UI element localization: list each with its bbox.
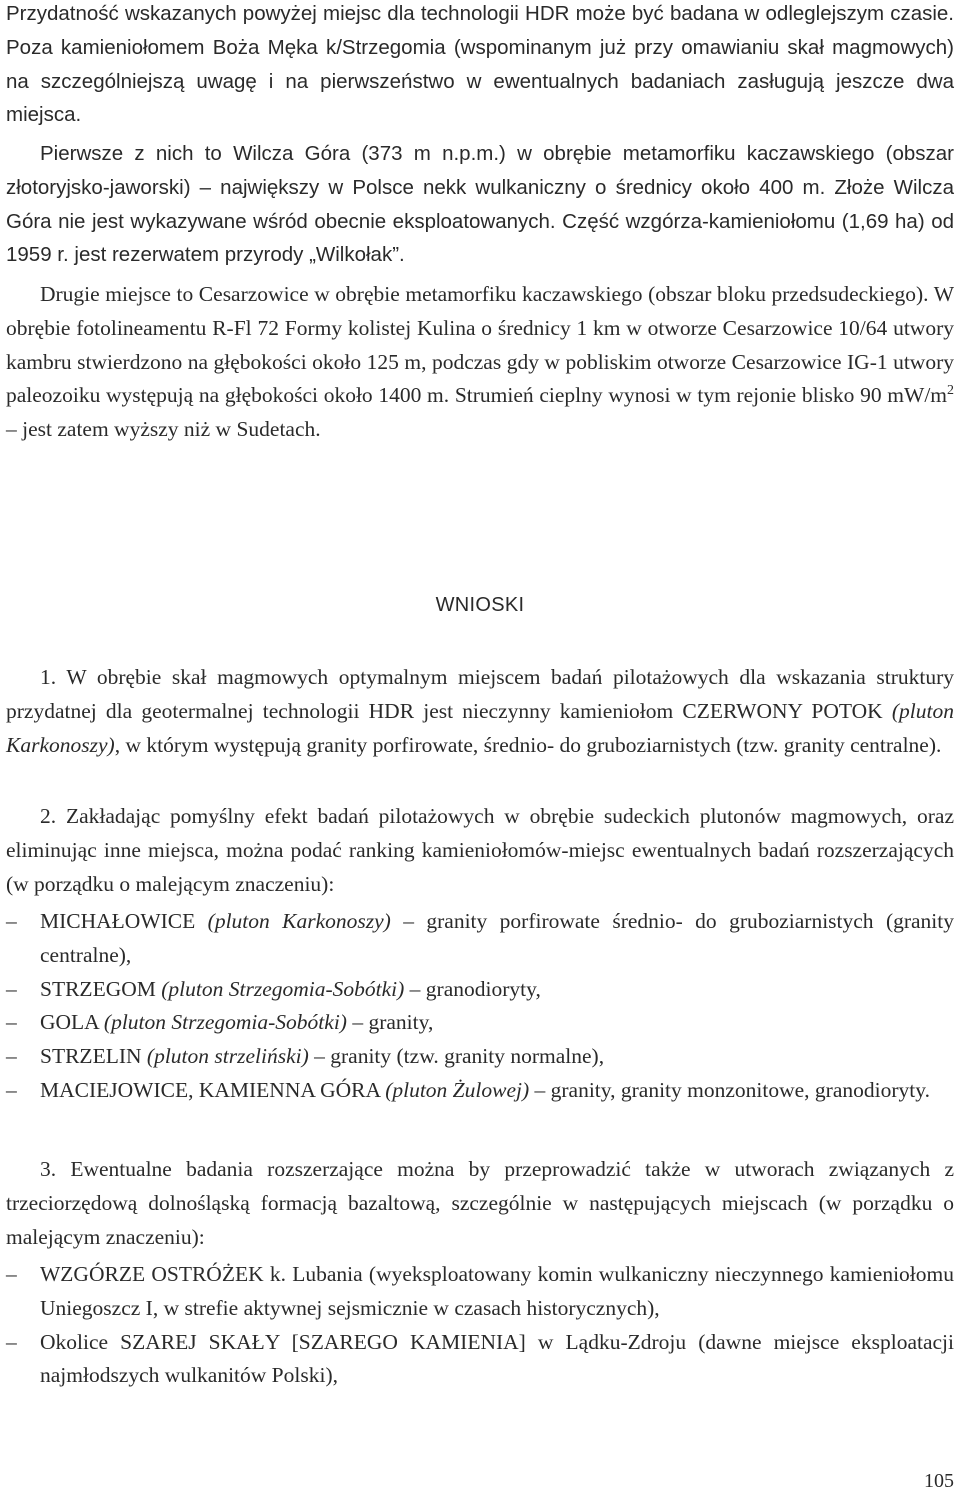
ranking-list-plutons bbox=[6, 905, 954, 1108]
text-run: – jest zatem wyższy niż w Sudetach. bbox=[6, 417, 321, 442]
list-dash: – bbox=[6, 909, 17, 933]
page-number: 105 bbox=[924, 1470, 954, 1492]
section-heading-wnioski: WNIOSKI bbox=[435, 594, 525, 616]
text-run: Przydatność wskazanych powyżej miejsc dla technologii HDR może być badana w odleglejszym czasie. Poza kamieniołomem Boża Męka k/Strzegomia (wspominanym już przy omawianiu skał magmowych) na szczególniejszą uwagę i na pierwszeństwo w ewentualnych badaniach zasługują jeszcze dwa miejsca. bbox=[6, 2, 954, 127]
list-item bbox=[6, 973, 954, 1007]
text-run: – granity, bbox=[346, 1010, 434, 1035]
text-run: 1. W obrębie skał magmowych optymalnym miejscem badań pilotażowych dla wskazania struktury przydatnej dla geotermalnej technologii HDR jest nieczynny kamieniołom CZERWONY POTOK bbox=[6, 665, 954, 723]
text-run: 3. Ewentualne badania rozszerzające można by przeprowadzić także w utworach związanych z trzeciorzędową dolnośląską formacją bazaltową, szczególnie w następujących miejscach (w porządku o malejącym znaczeniu): bbox=[6, 1157, 954, 1249]
list-dash: – bbox=[6, 1077, 17, 1102]
text-run: Okolice SZAREJ SKAŁY [SZAREGO KAMIENIA] w Lądku-Zdroju (dawne miejsce eksploatacji najmłodszych wulkanitów Polski), bbox=[40, 1329, 954, 1388]
text-run: STRZEGOM bbox=[40, 976, 162, 1001]
ranking-list-basalts bbox=[6, 1258, 954, 1393]
text-run: MICHAŁOWICE bbox=[40, 909, 208, 933]
list-item-text bbox=[40, 1006, 954, 1040]
list-item bbox=[6, 905, 954, 973]
list-dash: – bbox=[6, 976, 17, 1001]
text-run: – granodioryty, bbox=[404, 976, 541, 1001]
list-item-text bbox=[40, 905, 954, 973]
text-run: WZGÓRZE OSTRÓŻEK k. Lubania (wyeksploatowany komin wulkaniczny nieczynnego kamieniołomu Uniegoszcz I, w strefie aktywnej sejsmicznie w czasach historycznych), bbox=[40, 1262, 954, 1320]
list-item-text bbox=[40, 1326, 954, 1394]
list-dash: – bbox=[6, 1262, 17, 1286]
text-run: MACIEJOWICE, KAMIENNA GÓRA bbox=[40, 1077, 386, 1102]
text-run: Drugie miejsce to Cesarzowice w obrębie metamorfiku kaczawskiego (obszar bloku przedsudeckiego). W obrębie fotolineamentu R-Fl 72 Formy kolistej Kulina o średnicy 1 km w otworze Cesarzowice 10/64 utwory kambru stwierdzono na głębokości około 125 m, podczas gdy w pobliskim otworze Cesarzowice IG-1 utwory paleozoiku występują na głębokości około 1400 m. Strumień cieplny wynosi w tym rejonie blisko 90 mW/m bbox=[6, 282, 954, 408]
conclusion-2 bbox=[6, 800, 954, 901]
list-item-text bbox=[40, 1040, 954, 1074]
text-run: GOLA bbox=[40, 1010, 104, 1035]
list-item bbox=[6, 1006, 954, 1040]
text-run: – granity, granity monzonitowe, granodioryty. bbox=[529, 1077, 930, 1102]
list-item bbox=[6, 1074, 954, 1108]
list-item-text bbox=[40, 1074, 954, 1108]
italic-text: (pluton Żulowej) bbox=[385, 1077, 530, 1102]
paragraph-cesarzowice bbox=[6, 278, 954, 447]
italic-text: (pluton Strzegomia-Sobótki) bbox=[103, 1010, 347, 1035]
italic-text: (pluton Strzegomia-Sobótki) bbox=[161, 976, 405, 1001]
text-run: Pierwsze z nich to Wilcza Góra (373 m n.p.m.) w obrębie metamorfiku kaczawskiego (obszar złotoryjsko-jaworski) – największy w Polsce nekk wulkaniczny o średnicy około 400 m. Złoże Wilcza Góra nie jest wykazywane wśród obecnie eksploatowanych. Część wzgórza-kamieniołomu (1,69 ha) od 1959 r. jest rezerwatem przyrody „Wilkołak”. bbox=[6, 142, 954, 267]
text-run: – granity (tzw. granity normalne), bbox=[308, 1044, 605, 1069]
text-run: STRZELIN bbox=[40, 1044, 147, 1069]
italic-text: (pluton strzeliński) bbox=[146, 1044, 309, 1069]
italic-text: (pluton Karkonoszy) bbox=[6, 698, 954, 757]
paragraph-intro bbox=[6, 0, 954, 132]
list-dash: – bbox=[6, 1329, 17, 1354]
list-item-text bbox=[40, 973, 954, 1007]
superscript: 2 bbox=[947, 383, 954, 399]
text-run: 2. Zakładając pomyślny efekt badań pilotażowych w obrębie sudeckich plutonów magmowych, oraz eliminując inne miejsca, można podać ranking kamieniołomów-miejsc ewentualnych badań rozszerzających (w porządku o malejącym znaczeniu): bbox=[6, 804, 954, 896]
paragraph-wilcza-gora bbox=[6, 137, 954, 272]
list-item bbox=[6, 1326, 954, 1394]
conclusion-3 bbox=[6, 1153, 954, 1254]
list-dash: – bbox=[6, 1010, 17, 1035]
conclusion-1 bbox=[6, 661, 954, 762]
italic-text: (pluton Karkonoszy) bbox=[207, 909, 391, 933]
list-item-text bbox=[40, 1258, 954, 1326]
list-item bbox=[6, 1040, 954, 1074]
text-run: – granity porfirowate średnio- do gruboziarnistych (granity centralne), bbox=[40, 909, 954, 967]
text-run: , w którym występują granity porfirowate, średnio- do gruboziarnistych (tzw. granity centralne). bbox=[114, 732, 942, 757]
list-dash: – bbox=[6, 1044, 17, 1069]
list-item bbox=[6, 1258, 954, 1326]
